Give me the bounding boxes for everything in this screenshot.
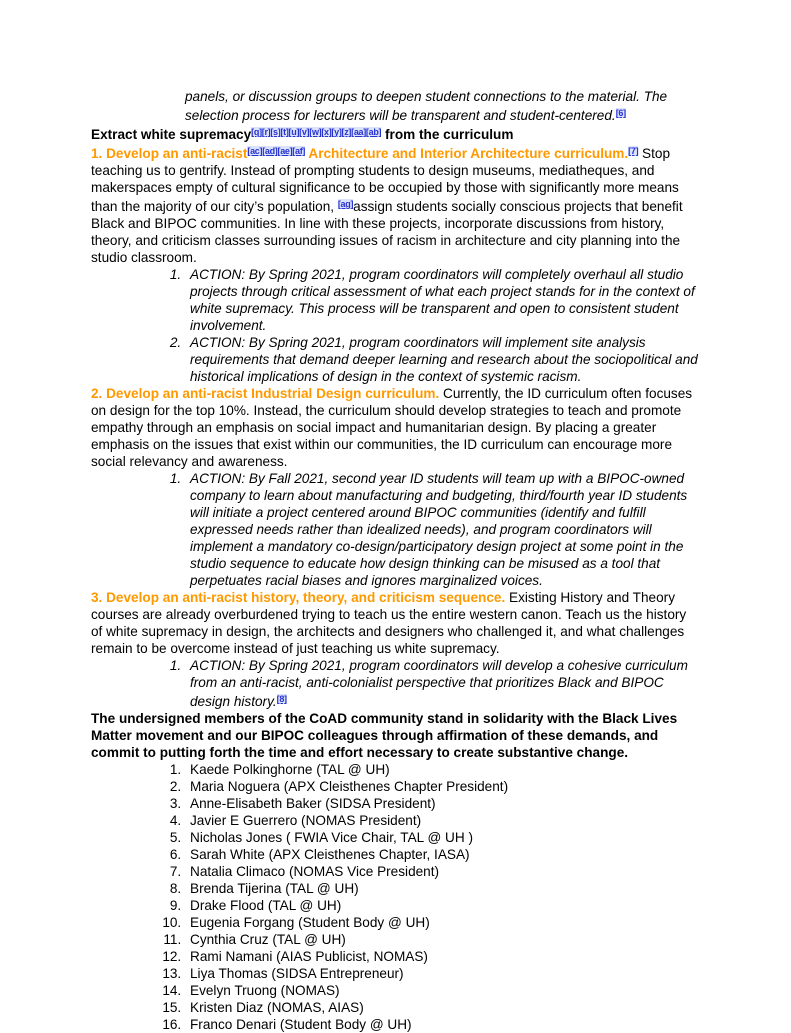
signatory-name: Anne-Elisabeth Baker (SIDSA President) [190, 796, 436, 811]
section-1-body-post: assign students socially conscious projects that benefit Black and BIPOC communities. In line with these projects, incorporate discussions from history, theory, and criticism classes surrounding issues of racism in architecture and city planning into the studio classroom. [91, 199, 683, 265]
signatory-name: Natalia Climaco (NOMAS Vice President) [190, 864, 440, 879]
signatory-item [185, 795, 701, 812]
signatory-item [185, 880, 701, 897]
signatory-item [185, 999, 701, 1016]
section-1-action-list [91, 266, 701, 385]
signatory-name: Liya Thomas (SIDSA Entrepreneur) [190, 966, 404, 981]
signatory-item [185, 982, 701, 999]
action-item-text: ACTION: By Spring 2021, program coordinators will completely overhaul all studio projects through critical assessment of what each project stands for in the context of white supremacy. This process will be transparent and open to consistent student involvement. [190, 267, 695, 333]
heading-extract-white-supremacy [91, 124, 701, 143]
signatory-name: Javier E Guerrero (NOMAS President) [190, 813, 422, 828]
action-item-text: ACTION: By Spring 2021, program coordinators will develop a cohesive curriculum from an anti-racist, anti-colonialist perspective that prioritizes Black and BIPOC design history. [190, 658, 688, 709]
signatory-name: Franco Denari (Student Body @ UH) [190, 1017, 412, 1032]
signatory-item [185, 863, 701, 880]
section-2-body: Currently, the ID curriculum often focuses on design for the top 10%. Instead, the curriculum should develop strategies to teach and promote empathy through an emphasis on social impact and humanitarian design. By placing a greater emphasis on the issues that exist within our communities, the ID curriculum can encourage more social relevancy and awareness. [91, 386, 693, 469]
signatory-name: Kristen Diaz (NOMAS, AIAS) [190, 1000, 364, 1015]
intro-text: panels, or discussion groups to deepen student connections to the material. The selection process for lecturers will be transparent and student-centered. [185, 89, 668, 123]
section-3-body: Existing History and Theory courses are already overburdened trying to teach us the entire western canon. Teach us the history of white supremacy in design, the architects and designers who challenged it, and what challenges remain to be overcome instead of just teaching us white supremacy. [91, 590, 687, 656]
signatory-item [185, 931, 701, 948]
signatory-item [185, 965, 701, 982]
section-3-title: 3. Develop an anti-racist history, theory, and criticism sequence. [91, 590, 506, 605]
section-3-action-list [91, 657, 701, 710]
section-1-body-pre: Stop teaching us to gentrify. Instead of prompting students to design museums, mediatheques, and makerspaces empty of cultural significance to be occupied by those with significantly more means than the majority of our city’s population, [91, 146, 679, 214]
section-3-paragraph [91, 589, 701, 657]
section-2-action-list [91, 470, 701, 589]
action-item-text: ACTION: By Fall 2021, second year ID students will team up with a BIPOC-owned company to learn about manufacturing and budgeting, third/fourth year ID students will initiate a project centered around BIPOC communities (identify and fulfill expressed needs rather than idealized needs), and program coordinators will implement a mandatory co-design/participatory design project at some point in the studio sequence to educate how design thinking can be misused as a tool that perpetuates racial biases and ignores marginalized voices. [190, 471, 688, 588]
signatory-item [185, 846, 701, 863]
signatory-name: Brenda Tijerina (TAL @ UH) [190, 881, 359, 896]
footnote-ref-link-7[interactable]: [7] [628, 146, 639, 156]
action-item [185, 334, 701, 385]
action-item [185, 266, 701, 334]
comment-ref-links-ac-af[interactable]: [ac][ad][ae][af] [247, 146, 306, 156]
signatory-item [185, 761, 701, 778]
signatory-item [185, 829, 701, 846]
footnote-ref-link-8[interactable]: [8] [276, 694, 287, 704]
signatory-item [185, 1016, 701, 1033]
signatory-name: Sarah White (APX Cleisthenes Chapter, IASA) [190, 847, 470, 862]
signatory-item [185, 812, 701, 829]
section-1-title: 1. Develop an anti-racist [91, 146, 248, 161]
signatory-item [185, 897, 701, 914]
signatory-name: Kaede Polkinghorne (TAL @ UH) [190, 762, 390, 777]
heading-extract-pre: Extract white supremacy [91, 127, 252, 142]
section-2-paragraph [91, 385, 701, 470]
comment-ref-link-ag[interactable]: [ag] [337, 199, 354, 209]
closing-statement: The undersigned members of the CoAD community stand in solidarity with the Black Lives Matter movement and our BIPOC colleagues through affirmation of these demands, and commit to putting forth the time and effort necessary to create substantive change. [91, 711, 678, 760]
section-2-title: 2. Develop an anti-racist Industrial Design curriculum. [91, 386, 440, 401]
intro-continuation-paragraph [185, 88, 701, 124]
heading-extract-post: from the curriculum [381, 127, 514, 142]
signatory-name: Rami Namani (AIAS Publicist, NOMAS) [190, 949, 428, 964]
section-1-paragraph [91, 143, 701, 266]
signatory-item [185, 948, 701, 965]
signatories-list [91, 761, 701, 1033]
signatory-item [185, 778, 701, 795]
signatory-name: Evelyn Truong (NOMAS) [190, 983, 340, 998]
signatory-name: Maria Noguera (APX Cleisthenes Chapter President) [190, 779, 509, 794]
comment-ref-links-q-ab[interactable]: [q][r][s][t][u][v][w][x][y][z][aa][ab] [251, 127, 382, 137]
signatory-name: Drake Flood (TAL @ UH) [190, 898, 342, 913]
section-1-title-rest: Architecture and Interior Architecture curriculum. [305, 146, 629, 161]
signatory-name: Eugenia Forgang (Student Body @ UH) [190, 915, 430, 930]
signatory-name: Cynthia Cruz (TAL @ UH) [190, 932, 346, 947]
footnote-ref-link-6[interactable]: [6] [615, 108, 626, 118]
action-item-text: ACTION: By Spring 2021, program coordinators will implement site analysis requirements that demand deeper learning and research about the sociopolitical and historical implications of design in the context of systemic racism. [190, 335, 698, 384]
signatory-item [185, 914, 701, 931]
action-item [185, 470, 701, 589]
signatory-name: Nicholas Jones ( FWIA Vice Chair, TAL @ UH ) [190, 830, 473, 845]
action-item [185, 657, 701, 710]
